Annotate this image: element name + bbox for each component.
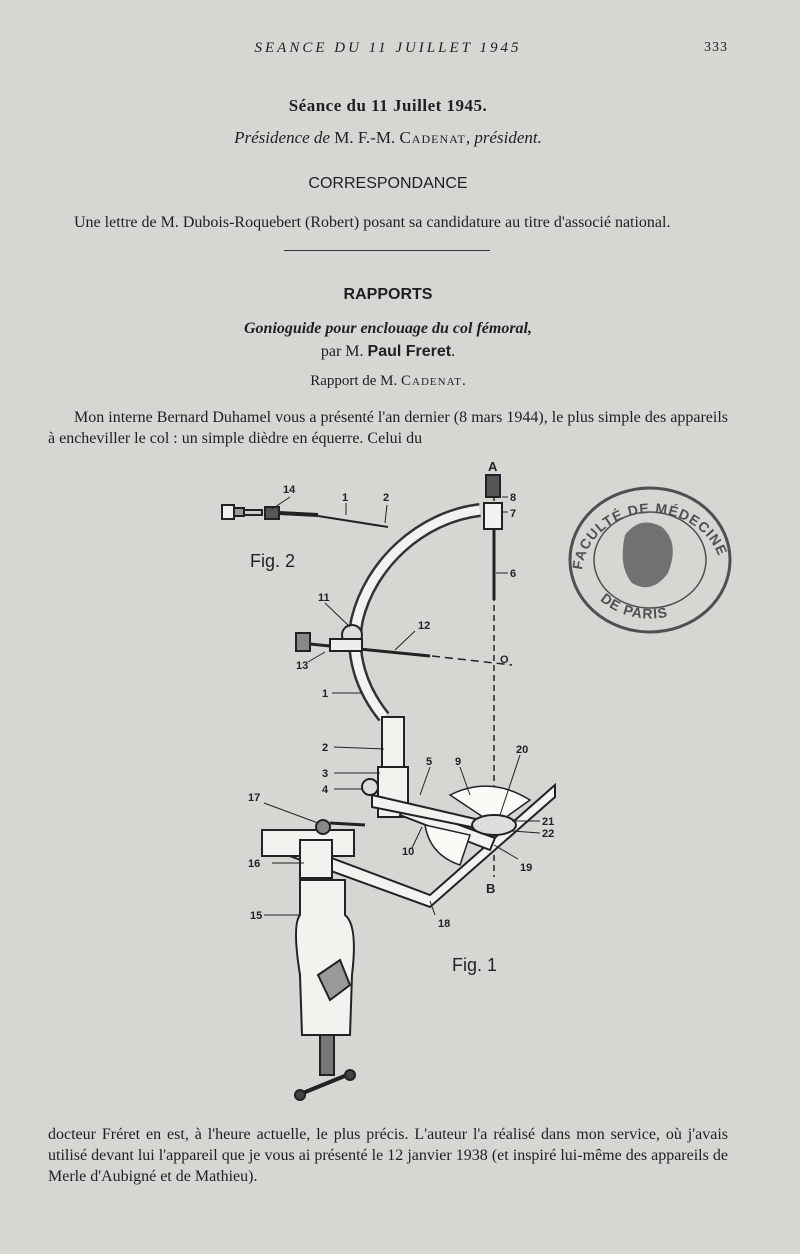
label-12: 12 <box>418 620 431 632</box>
clamp-handle <box>298 1073 352 1095</box>
byline-author: Paul Freret <box>367 343 452 360</box>
fig2-drawing <box>222 505 388 527</box>
fig2-label-14: 14 <box>283 484 296 496</box>
part-labels <box>248 459 554 930</box>
running-header <box>0 40 800 64</box>
president-initials: M. F.-M. <box>334 128 396 147</box>
rapport-de-line: Rapport de M. Cadenat. <box>310 373 466 389</box>
presidence-prefix: Présidence de <box>234 128 330 147</box>
stamp-text-top: FACULTÉ DE MÉDECINE <box>569 499 731 571</box>
fig2-label-2: 2 <box>383 492 390 504</box>
rapport-author: Cadenat <box>401 373 463 389</box>
fig2-label-1: 1 <box>342 492 349 504</box>
page-number: 333 <box>704 40 728 55</box>
rapport-prefix: Rapport de M. <box>310 373 398 389</box>
label-9: 9 <box>455 756 462 768</box>
label-5: 5 <box>426 756 433 768</box>
label-18: 18 <box>438 918 451 930</box>
label-10: 10 <box>402 846 415 858</box>
paragraph-2: docteur Fréret en est, à l'heure actuelle, le plus précis. L'auteur l'a réalisé dans mon service, où j'avais utilisé devant lui l'appareil que je vous ai présenté le 12 janvier 1938 (et inspiré lui-même des appareils de Merle d'Aubigné et de Mathieu). <box>48 1126 728 1185</box>
label-17: 17 <box>248 792 261 804</box>
label-20: 20 <box>516 744 529 756</box>
label-21: 21 <box>542 816 555 828</box>
label-1: 1 <box>322 688 329 700</box>
rapports-heading: RAPPORTS <box>343 286 433 303</box>
label-6: 6 <box>510 568 517 580</box>
article-title: Gonioguide pour enclouage du col fémoral, <box>243 320 532 337</box>
clamp-body <box>296 880 354 1035</box>
running-title: SEANCE DU 11 JUILLET 1945 <box>254 40 522 56</box>
head-a <box>486 475 500 497</box>
label-3: 3 <box>322 768 329 780</box>
presidence-line: Présidence de M. F.-M. Cadenat, président. <box>234 128 542 147</box>
label-13: 13 <box>296 660 309 672</box>
correspondance-text: Une lettre de M. Dubois-Roquebert (Robert) posant sa candidature au titre d'associé national. <box>74 214 671 231</box>
label-7: 7 <box>510 508 517 520</box>
label-15: 15 <box>250 910 263 922</box>
library-stamp <box>569 488 731 632</box>
point-o-label: O <box>500 654 509 666</box>
svg-text:DE PARIS <box>598 590 669 622</box>
label-16: 16 <box>248 858 261 870</box>
stamp-portrait <box>623 523 673 588</box>
pivot-disc <box>472 815 516 835</box>
label-2: 2 <box>322 742 329 754</box>
byline-prefix: par M. <box>320 343 364 360</box>
guide-pin <box>300 643 430 656</box>
correspondance-heading: CORRESPONDANCE <box>308 175 468 192</box>
label-4: 4 <box>322 784 329 796</box>
label-19: 19 <box>520 862 533 874</box>
label-11: 11 <box>318 592 330 604</box>
fig1-caption: Fig. 1 <box>452 955 498 975</box>
fig2-caption: Fig. 2 <box>250 551 296 571</box>
stamp-text-bottom: DE PARIS <box>597 589 670 622</box>
president-name: Cadenat <box>399 128 466 147</box>
paragraph-1: Mon interne Bernard Duhamel vous a présenté l'an dernier (8 mars 1944), le plus simple des appareils à encheviller le col : un simple dièdre en équerre. Celui du <box>48 409 728 447</box>
point-b-label: B <box>486 881 496 896</box>
gonioguide-figure <box>0 455 800 1115</box>
arc-bar <box>355 510 480 717</box>
point-a-label: A <box>488 459 498 474</box>
section-divider <box>284 250 490 251</box>
label-8: 8 <box>510 492 517 504</box>
session-title: Séance du 11 Juillet 1945. <box>288 96 488 115</box>
president-role: président. <box>474 128 542 147</box>
post-upper <box>382 717 404 767</box>
label-22: 22 <box>542 828 555 840</box>
byline: par M. Paul Freret. <box>320 343 456 360</box>
